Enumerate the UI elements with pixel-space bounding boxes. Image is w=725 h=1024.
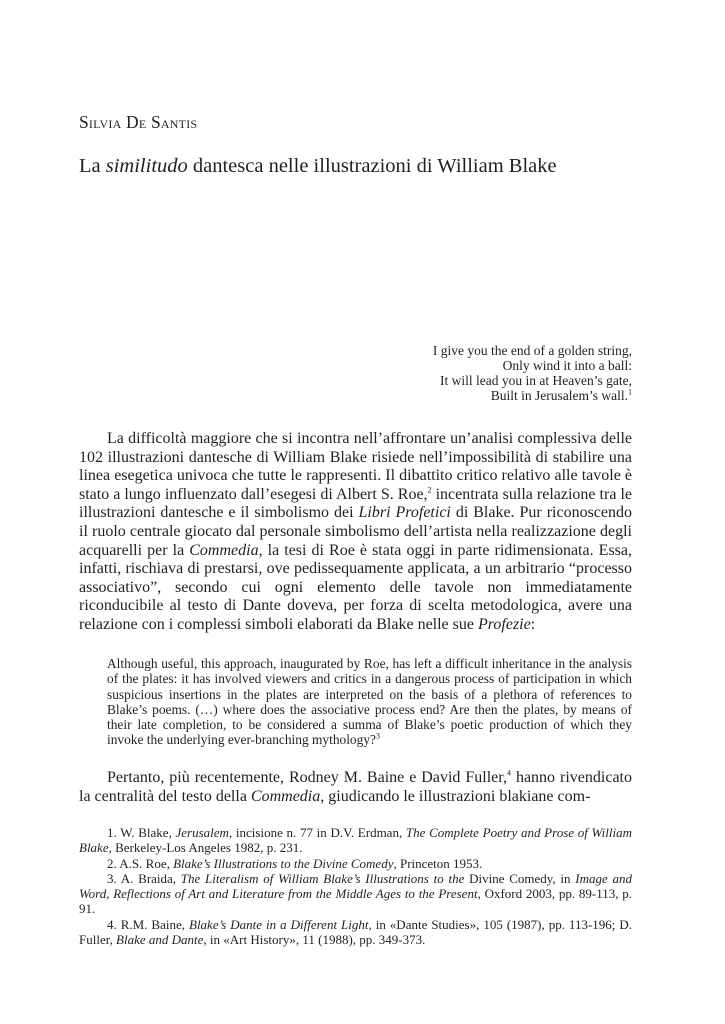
fn-text: 3. A. Braida, xyxy=(107,870,181,886)
epigraph-line-last xyxy=(433,388,632,403)
text-run: , la tesi di Roe è stata oggi in parte ridimensionata. Essa, infatti, rischiava di prestarsi, ove pedissequamente applicata, a un arbitrario “processo associativo”, secondo cui ogni elemento delle tavole non immediatamente riconducibile al testo di Dante doveva, per forza di scelta metodologica, avere una relazione con i complessi simboli elaborati da Blake nelle sue xyxy=(79,541,633,633)
footnote-ref: 3 xyxy=(375,732,380,742)
text-run: La difficoltà maggiore che si incontra nell’affrontare un’analisi complessiva delle 102 illustrazioni dantesche di William Blake risiede nell’impossibilità di stabilire una linea esegetica univoca che tutte le rappresenti. Il dibattito critico relativo alle tavole è stato a lungo influenzato dall’esegesi di Albert S. Roe, xyxy=(79,430,632,503)
epigraph-line: Built in Jerusalem’s wall. xyxy=(490,388,628,403)
fn-text: Divine Comedy xyxy=(469,870,553,886)
text-run: Pertanto, più recentemente, Rodney M. Baine e David Fuller, xyxy=(107,769,507,786)
author-name: Silvia De Santis xyxy=(79,112,198,132)
paragraph-2 xyxy=(79,769,632,806)
footnote-4 xyxy=(79,917,632,948)
fn-italic: The Complete Poetry and Prose of William Blake xyxy=(79,825,632,856)
text-run: hanno rivendicato la centralità del testo della xyxy=(79,769,632,805)
footnote-3 xyxy=(79,871,632,917)
footnote-ref: 4 xyxy=(506,768,511,778)
epigraph-line: I give you the end of a golden string, xyxy=(432,343,632,358)
fn-text: 4. R.M. Baine, xyxy=(107,916,189,932)
article-title xyxy=(79,155,557,178)
block-quote xyxy=(107,656,632,748)
epigraph-line: Only wind it into a ball: xyxy=(502,358,632,373)
title-part: La xyxy=(79,155,106,177)
text-italic: Libri Profetici xyxy=(358,504,451,522)
footnotes xyxy=(79,825,632,947)
fn-text: , in «Art History», 11 (1988), pp. 349-373. xyxy=(203,932,426,948)
title-part: dantesca nelle illustrazioni di William Blake xyxy=(187,155,557,177)
text-run: di Blake. Pur riconoscendo il ruolo centrale giocato dal personale simbolismo dell’artista nella realizzazione degli acquarelli per la xyxy=(79,504,633,559)
fn-text: , Princeton 1953. xyxy=(393,855,483,871)
fn-italic: Blake’s Dante in a Different Light xyxy=(189,916,369,932)
text-run: incentrata sulla relazione tra le illustrazioni dantesche e il simbolismo dei xyxy=(79,485,632,522)
title-italic: similitudo xyxy=(105,155,188,177)
fn-text: , Berkeley-Los Angeles 1982, p. 231. xyxy=(108,840,303,856)
text-italic: Commedia xyxy=(189,541,259,559)
fn-italic: Blake and Dante xyxy=(116,932,204,948)
fn-italic: Jerusalem xyxy=(175,825,229,840)
text-italic: Commedia xyxy=(250,787,321,805)
fn-text: 2. A.S. Roe, xyxy=(107,855,174,871)
fn-text: 1. W. Blake, xyxy=(107,825,176,840)
footnote-ref: 2 xyxy=(427,485,432,495)
fn-text: , incisione n. 77 in D.V. Erdman, xyxy=(228,825,406,840)
footnote-ref: 1 xyxy=(628,387,632,397)
fn-text: , in «Dante Studies», 105 (1987), pp. 113-196; D. Fuller, xyxy=(79,916,632,948)
fn-italic: Blake’s Illustrations to the Divine Comedy xyxy=(173,855,394,871)
text-run: , giudicando le illustrazioni blakiane com- xyxy=(320,787,591,805)
footnote-2 xyxy=(79,856,632,871)
text-italic: Profezie xyxy=(477,615,531,633)
fn-text: , Oxford 2003, pp. 89-113, p. 91. xyxy=(79,886,632,917)
epigraph-line: It will lead you in at Heaven’s gate, xyxy=(440,373,632,388)
fn-text: , in xyxy=(552,870,576,886)
epigraph xyxy=(433,343,632,403)
fn-italic: The Literalism of William Blake’s Illustrations to the xyxy=(180,870,470,886)
quote-text: Although useful, this approach, inaugurated by Roe, has left a difficult inheritance in the analysis of the plates: it has involved viewers and critics in a dangerous process of participation in which suspicious insertions in the plates are interpreted on the basis of a plethora of references to Blake’s poems. (…) where does the associative process end? Are then the plates, by means of their late completion, to be considered a summa of Blake’s poetic production of which they invoke the underlying ever-branching mythology? xyxy=(107,656,632,748)
footnote-1 xyxy=(79,825,632,856)
fn-italic: Image and Word, Reflections of Art and Literature from the Middle Ages to the Present xyxy=(79,870,632,902)
text-run: : xyxy=(530,615,536,633)
paragraph-1 xyxy=(79,430,632,635)
